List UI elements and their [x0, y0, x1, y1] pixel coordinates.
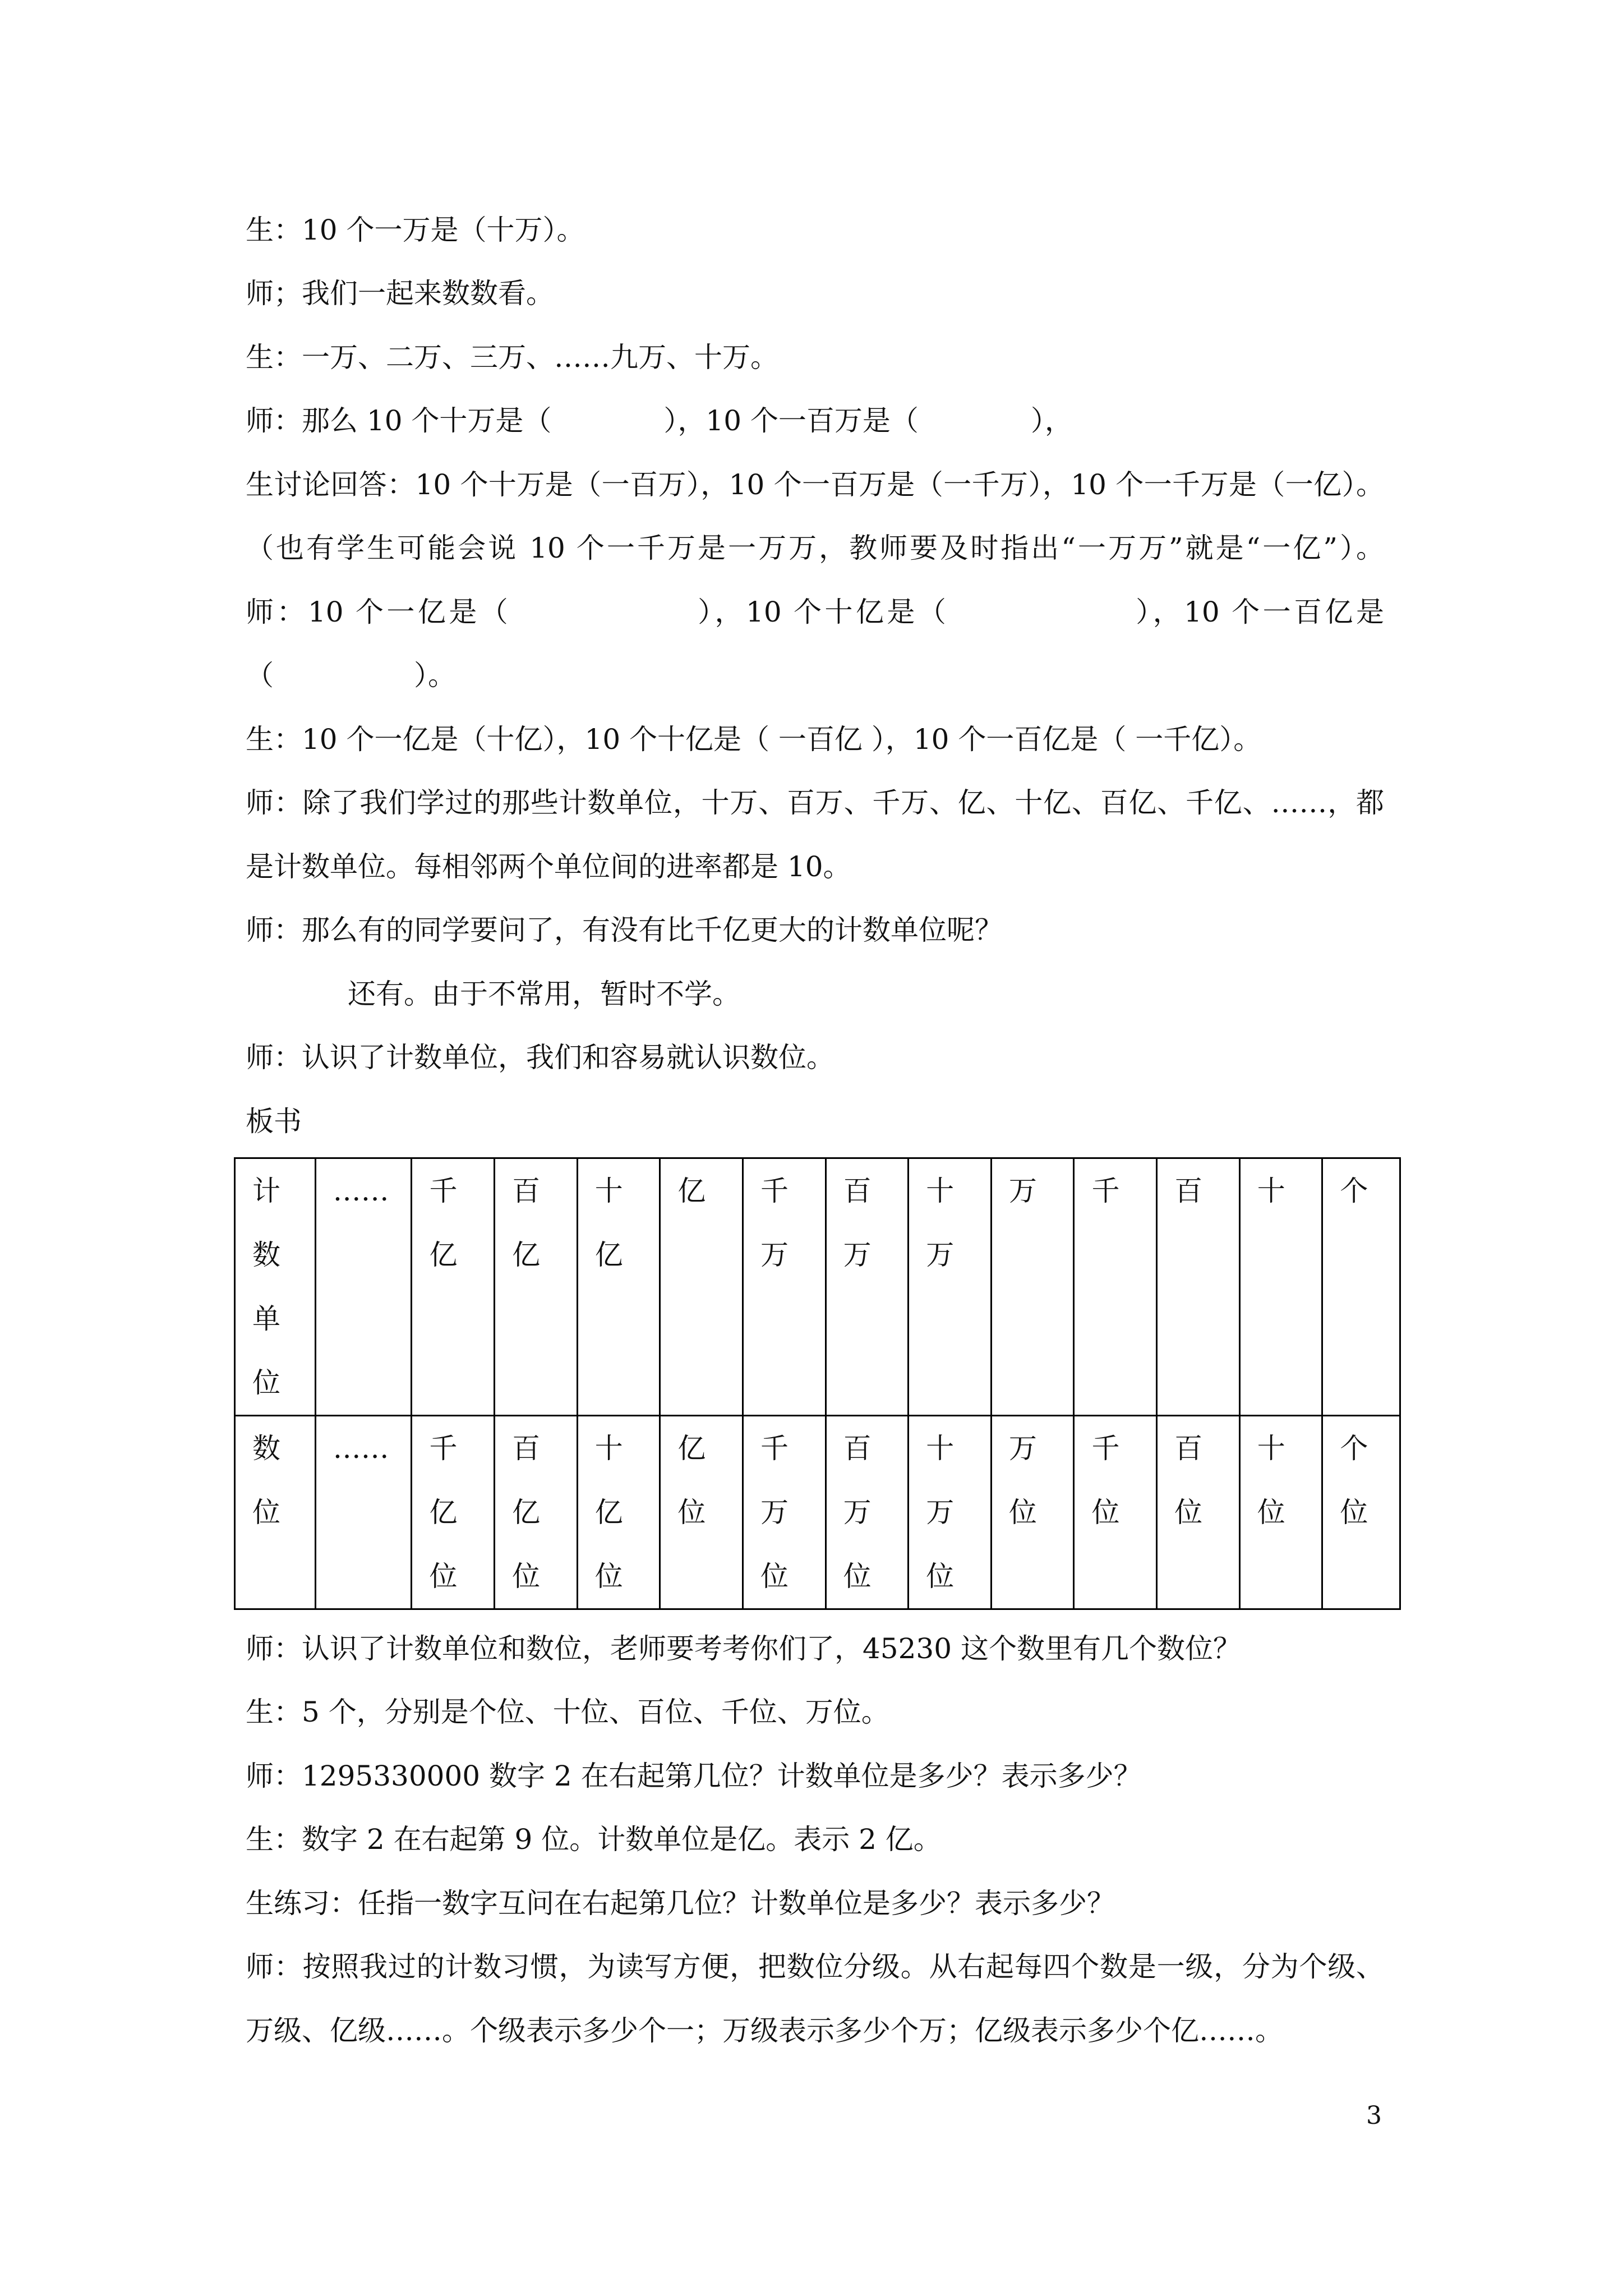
- text-line: 生：数字 2 在右起第 9 位。计数单位是亿。表示 2 亿。: [246, 1823, 942, 1856]
- text-line: 师：1295330000 数字 2 在右起第几位？计数单位是多少？表示多少？: [246, 1760, 1142, 1792]
- page-number: 3: [1366, 2101, 1382, 2130]
- text-line: （ ）。: [246, 659, 456, 692]
- table-cell: 个: [1322, 1158, 1400, 1416]
- text-line: 师：10 个一亿是（ ），10 个十亿是（ ），10 个一百亿是: [246, 596, 1384, 628]
- text-line: 生：一万、二万、三万、……九万、十万。: [246, 341, 778, 374]
- text-line: 生：10 个一亿是（十亿），10 个十亿是（ 一百亿 ），10 个一百亿是（ 一千亿）。: [246, 723, 1262, 756]
- text-line: 师：那么有的同学要问了，有没有比千亿更大的计数单位呢？: [246, 914, 1003, 946]
- table-cell: 个 位: [1322, 1416, 1400, 1609]
- text-line: 师：除了我们学过的那些计数单位，十万、百万、千万、亿、十亿、百亿、千亿、……，都: [246, 786, 1384, 819]
- counting-unit-row: [235, 1158, 1400, 1416]
- text-line: 师；我们一起来数数看。: [246, 277, 554, 310]
- table-cell: 十 万: [909, 1158, 992, 1416]
- table-cell: 十 位: [1239, 1416, 1322, 1609]
- table-cell: 百 亿: [495, 1158, 578, 1416]
- table-cell: 千 亿 位: [412, 1416, 495, 1609]
- text-line: 师：按照我过的计数习惯，为读写方便，把数位分级。从右起每四个数是一级，分为个级、: [246, 1950, 1384, 1983]
- table-cell: 十 亿: [577, 1158, 660, 1416]
- table-cell: 百 位: [1157, 1416, 1240, 1609]
- table-cell: 百 万 位: [826, 1416, 909, 1609]
- place-value-table: [234, 1157, 1401, 1610]
- digit-place-row: [235, 1416, 1400, 1609]
- table-cell: 计 数 单 位: [235, 1158, 316, 1416]
- table-cell: 千 位: [1074, 1416, 1157, 1609]
- text-line: 万级、亿级……。个级表示多少个一；万级表示多少个万；亿级表示多少个亿……。: [246, 2014, 1283, 2047]
- text-line: 师：认识了计数单位，我们和容易就认识数位。: [246, 1041, 834, 1074]
- text-line: 还有。由于不常用，暂时不学。: [348, 978, 740, 1010]
- text-line: （也有学生可能会说 10 个一千万是一万万，教师要及时指出“一万万”就是“一亿”）。: [246, 532, 1384, 564]
- table-cell: ……: [315, 1416, 412, 1609]
- table-cell: ……: [315, 1158, 412, 1416]
- table-cell: 千 万 位: [743, 1416, 826, 1609]
- text-line: 师：那么 10 个十万是（ ），10 个一百万是（ ），: [246, 404, 1073, 437]
- text-line: 生：10 个一万是（十万）。: [246, 214, 585, 246]
- table-cell: 万: [991, 1158, 1074, 1416]
- table-cell: 亿: [660, 1158, 743, 1416]
- table-cell: 万 位: [991, 1416, 1074, 1609]
- table-cell: 数 位: [235, 1416, 316, 1609]
- text-line: 生：5 个，分别是个位、十位、百位、千位、万位。: [246, 1696, 889, 1728]
- table-cell: 十 万 位: [909, 1416, 992, 1609]
- table-cell: 十 亿 位: [577, 1416, 660, 1609]
- table-cell: 十: [1239, 1158, 1322, 1416]
- table-cell: 百: [1157, 1158, 1240, 1416]
- text-line: 是计数单位。每相邻两个单位间的进率都是 10。: [246, 850, 851, 883]
- table-cell: 千 万: [743, 1158, 826, 1416]
- table-cell: 百 万: [826, 1158, 909, 1416]
- table-cell: 亿 位: [660, 1416, 743, 1609]
- table-cell: 千: [1074, 1158, 1157, 1416]
- text-line: 师：认识了计数单位和数位，老师要考考你们了，45230 这个数里有几个数位？: [246, 1632, 1241, 1665]
- section-label: 板书: [246, 1105, 302, 1138]
- table-cell: 百 亿 位: [495, 1416, 578, 1609]
- table-cell: 千 亿: [412, 1158, 495, 1416]
- text-line: 生讨论回答：10 个十万是（一百万），10 个一百万是（一千万），10 个一千万是（一亿）。: [246, 468, 1384, 501]
- text-line: 生练习：任指一数字互问在右起第几位？计数单位是多少？表示多少？: [246, 1887, 1115, 1920]
